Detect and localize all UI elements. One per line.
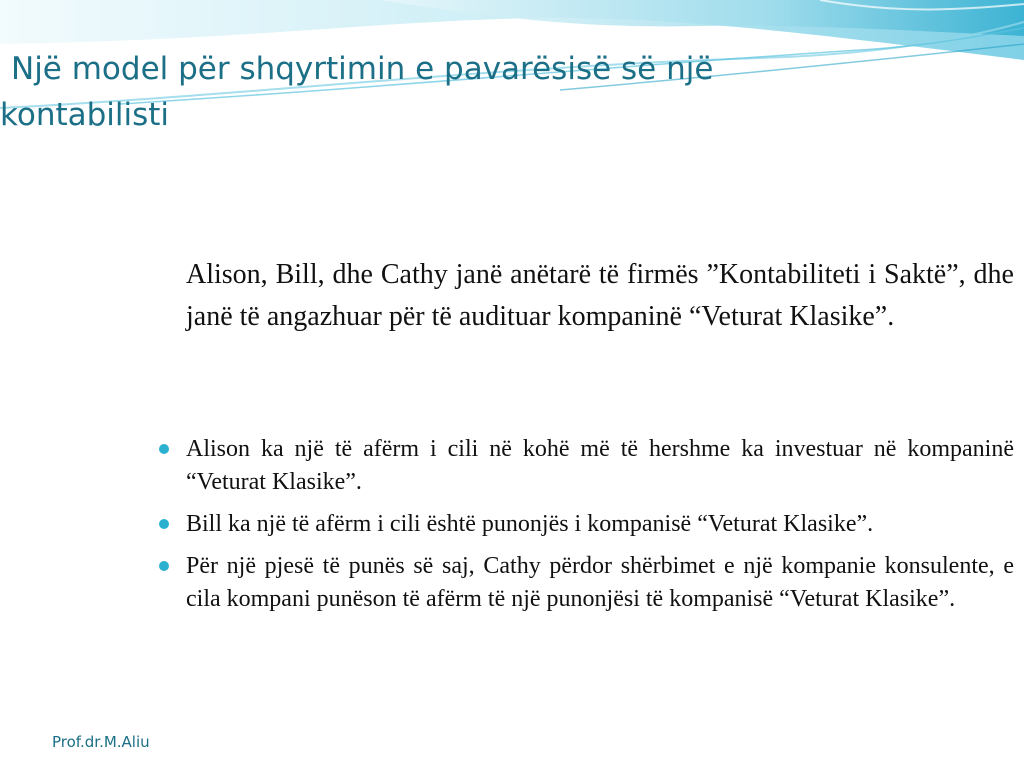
slide-title [0, 46, 900, 138]
footer-author: Prof.dr.M.Aliu [52, 733, 150, 751]
bullet-item-alison [186, 433, 1014, 499]
bullet-text: Alison ka një të afërm i cili në kohë më të hershme ka investuar në kompaninë “Veturat Klasike”. [186, 436, 1014, 495]
bullet-icon [159, 444, 169, 454]
intro-paragraph: Alison, Bill, dhe Cathy janë anëtarë të firmës ”Kontabiliteti i Saktë”, dhe janë të angazhuar për të audituar kompaninë “Veturat Klasike”. [186, 259, 1014, 332]
bullet-text: Për një pjesë të punës së saj, Cathy përdor shërbimet e një kompanie konsulente, e cila kompani punëson të afërm të një punonjësi të kompanisë “Veturat Klasike”. [186, 553, 1014, 612]
bullet-icon [159, 519, 169, 529]
bullet-text: Bill ka një të afërm i cili është punonjës i kompanisë “Veturat Klasike”. [186, 511, 874, 537]
slide-title-line-1: Një model për shqyrtimin e pavarësisë së një [11, 51, 714, 87]
bullet-item-bill [186, 508, 1014, 541]
bullet-list [186, 433, 1014, 625]
slide-title-line-2: kontabilisti [0, 97, 170, 133]
bullet-icon [159, 561, 169, 571]
bullet-item-cathy [186, 550, 1014, 616]
